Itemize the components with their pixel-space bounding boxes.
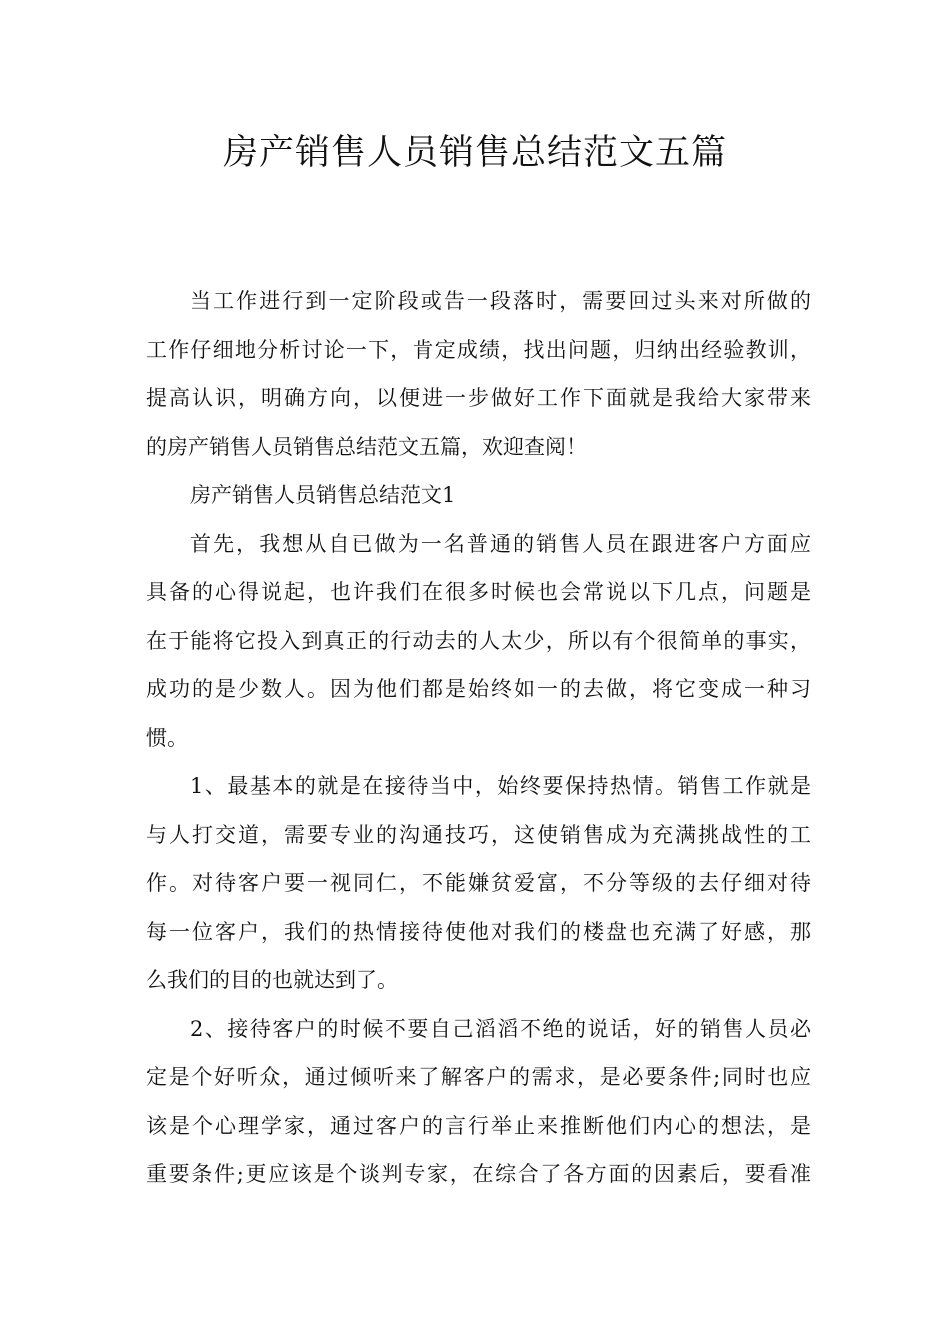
paragraph-line: 作。对待客户要一视同仁，不能嫌贫爱富，不分等级的去仔细对待: [146, 871, 811, 895]
paragraph-line: 该是个心理学家，通过客户的言行举止来推断他们内心的想法，是: [146, 1113, 811, 1138]
section-heading: 房产销售人员销售总结范文1: [190, 483, 456, 507]
paragraph-line: 在于能将它投入到真正的行动去的人太少，所以有个很简单的事实，: [146, 628, 811, 653]
paragraph-line: 么我们的目的也就达到了。: [146, 968, 398, 992]
paragraph-line: 具备的心得说起，也许我们在很多时候也会常说以下几点，问题是: [146, 580, 811, 604]
document-title: 房产销售人员销售总结范文五篇: [222, 133, 727, 173]
paragraph-line: 2、接待客户的时候不要自己滔滔不绝的说话，好的销售人员必: [190, 1016, 811, 1041]
paragraph-line: 每一位客户，我们的热情接待使他对我们的楼盘也充满了好感，那: [146, 919, 811, 944]
paragraph-line: 定是个好听众，通过倾听来了解客户的需求，是必要条件;同时也应: [146, 1065, 811, 1089]
document-body: [146, 277, 811, 1199]
paragraph-line: 首先，我想从自已做为一名普通的销售人员在跟进客户方面应: [190, 531, 811, 556]
paragraph-line: 成功的是少数人。因为他们都是始终如一的去做，将它变成一种习: [146, 677, 811, 701]
paragraph-line: 的房产销售人员销售总结范文五篇，欢迎查阅！: [146, 434, 587, 459]
paragraph-line: 重要条件;更应该是个谈判专家，在综合了各方面的因素后，要看准: [146, 1162, 811, 1186]
paragraph-line: 1、最基本的就是在接待当中，始终要保持热情。销售工作就是: [190, 774, 811, 798]
paragraph-line: 工作仔细地分析讨论一下，肯定成绩，找出问题，归纳出经验教训，: [146, 337, 811, 362]
paragraph-line: 与人打交道，需要专业的沟通技巧，这使销售成为充满挑战性的工: [146, 822, 811, 847]
paragraph-line: 提高认识，明确方向，以便进一步做好工作下面就是我给大家带来: [146, 386, 811, 410]
paragraph-line: 惯。: [146, 725, 188, 750]
paragraph-line: 当工作进行到一定阶段或告一段落时，需要回过头来对所做的: [190, 289, 811, 313]
